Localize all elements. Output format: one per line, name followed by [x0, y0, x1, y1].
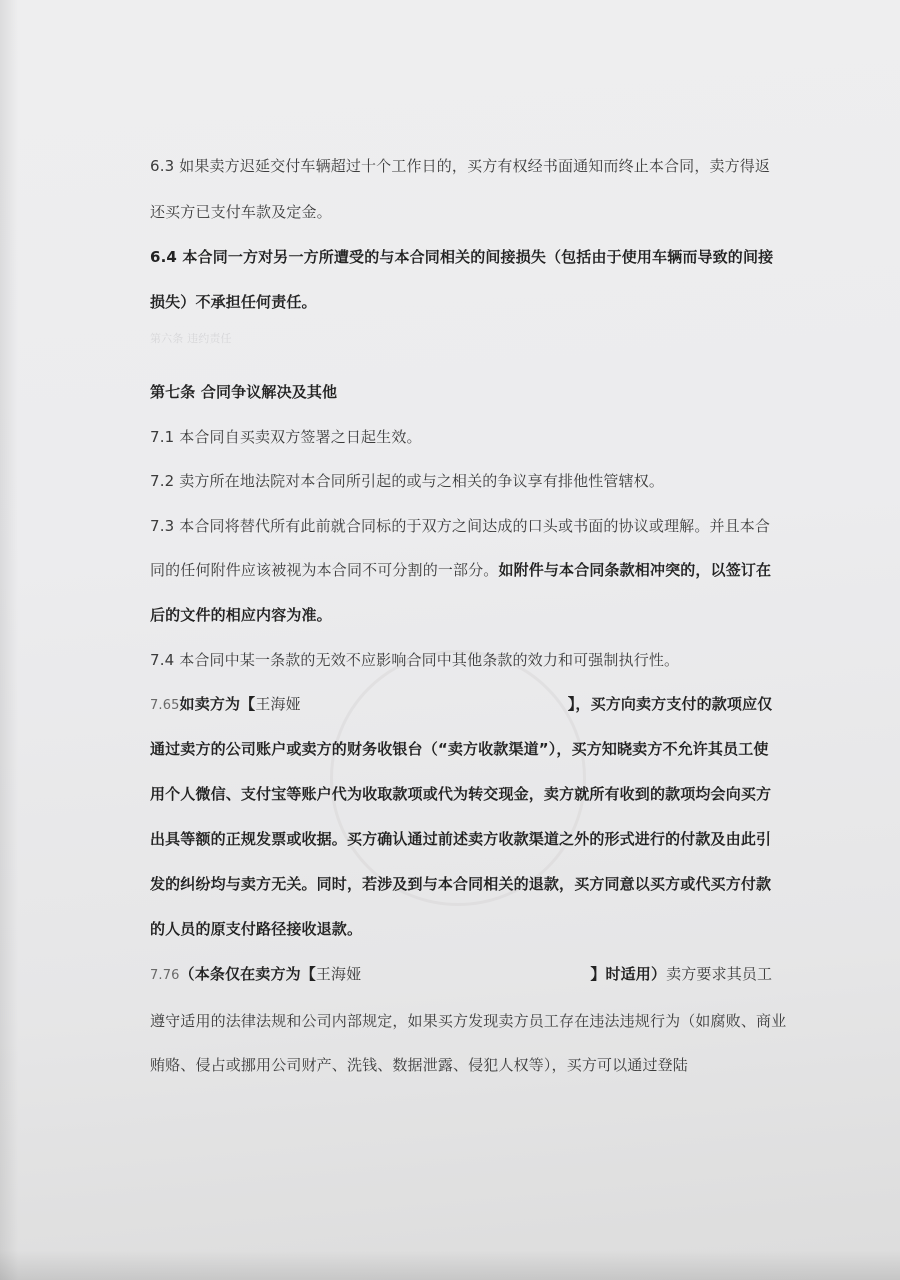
article-7-title: 第七条 合同争议解决及其他 — [150, 383, 338, 401]
clause-7-65-line-2: 通过卖方的公司账户或卖方的财务收银台（“卖方收款渠道”），买方知晓卖方不允许其员工使 — [150, 740, 769, 758]
clause-7-3-line-2-bold: 如附件与本合同条款相冲突的，以签订在 — [498, 561, 772, 579]
clause-7-65-seller-name: 王海娅 — [255, 695, 301, 713]
clause-7-2: 7.2 卖方所在地法院对本合同所引起的或与之相关的争议享有排他性管辖权。 — [150, 472, 665, 490]
clause-7-65-line-6: 的人员的原支付路径接收退款。 — [150, 920, 363, 938]
clause-7-65-line-4: 出具等额的正规发票或收据。买方确认通过前述卖方收款渠道之外的形式进行的付款及由此引 — [150, 830, 772, 848]
clause-7-76-lead: （本条仅在卖方为【 — [179, 965, 316, 983]
clause-7-65-tail: 】，买方向卖方支付的款项应仅 — [567, 695, 773, 713]
clause-7-76-number: 7.76 — [150, 968, 180, 983]
faint-stamp-mark — [330, 650, 586, 906]
clause-7-3-line-2 — [150, 559, 771, 581]
clause-7-3-line-3: 后的文件的相应内容为准。 — [150, 606, 332, 624]
page-bottom-shadow — [0, 1250, 900, 1280]
clause-7-1: 7.1 本合同自买卖双方签署之日起生效。 — [150, 428, 422, 446]
clause-7-76-line-1 — [150, 963, 772, 987]
clause-7-3-line-2-plain: 同的任何附件应该被视为本合同不可分割的一部分。 — [150, 561, 499, 579]
clause-6-4-line-1: 6.4 本合同一方对另一方所遭受的与本合同相关的间接损失（包括由于使用车辆而导致的间接 — [150, 248, 774, 266]
clause-7-3-line-1: 7.3 本合同将替代所有此前就合同标的于双方之间达成的口头或书面的协议或理解。并且本合 — [150, 517, 771, 535]
page-edge-shadow — [0, 0, 18, 1280]
clause-7-76-line-3: 贿赂、侵占或挪用公司财产、洗钱、数据泄露、侵犯人权等），买方可以通过登陆 — [150, 1056, 688, 1074]
clause-6-3-line-1: 6.3 如果卖方迟延交付车辆超过十个工作日的，买方有权经书面通知而终止本合同，卖方得返 — [150, 157, 771, 175]
faded-bleed-through-text: 第六条 违约责任 — [150, 332, 232, 345]
clause-7-65-number: 7.65 — [150, 698, 180, 713]
clause-6-4-line-2: 损失）不承担任何责任。 — [150, 293, 317, 311]
clause-7-76-tail: 卖方要求其员工 — [666, 965, 773, 983]
clause-7-65-lead: 如卖方为【 — [179, 695, 256, 713]
clause-7-76-line-2: 遵守适用的法律法规和公司内部规定，如果买方发现卖方员工存在违法违规行为（如腐败、商业 — [150, 1012, 787, 1030]
clause-6-3-line-2: 还买方已支付车款及定金。 — [150, 203, 332, 221]
clause-7-76-seller-name: 王海娅 — [315, 965, 362, 983]
clause-7-4: 7.4 本合同中某一条款的无效不应影响合同中其他条款的效力和可强制执行性。 — [150, 651, 680, 669]
clause-7-65-line-5: 发的纠纷均与卖方无关。同时，若涉及到与本合同相关的退款，买方同意以买方或代买方付款 — [150, 875, 772, 893]
clause-7-65-line-3: 用个人微信、支付宝等账户代为收取款项或代为转交现金，卖方就所有收到的款项均会向买方 — [150, 785, 772, 803]
clause-7-76-mid: 】时适用） — [590, 965, 667, 983]
clause-7-65-line-1 — [150, 693, 772, 717]
